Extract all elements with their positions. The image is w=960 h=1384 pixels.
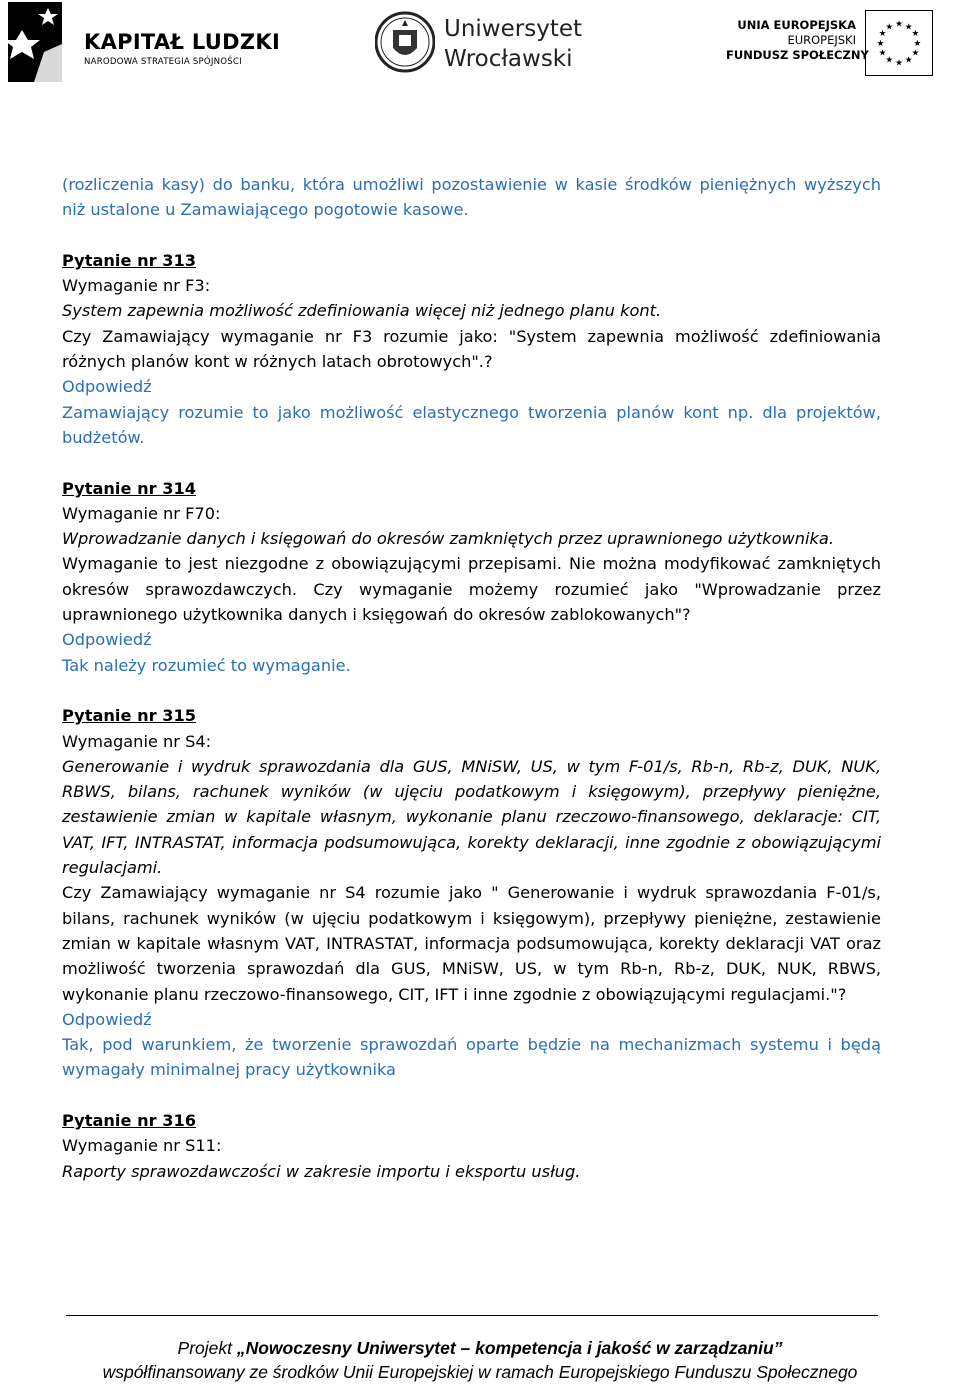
svg-text:★: ★ [904, 55, 913, 66]
svg-text:★: ★ [878, 48, 887, 59]
footer-project-title: „Nowoczesny Uniwersytet – kompetencja i jakość w zarządzaniu” [236, 1338, 783, 1358]
university-name-line1: Uniwersytet [444, 16, 582, 42]
footer-divider [66, 1315, 878, 1316]
eu-logo [728, 8, 956, 78]
document-body [62, 172, 881, 1184]
uniwersytet-wroclawski-logo [375, 8, 605, 78]
eu-logo-text [726, 18, 869, 63]
svg-text:★: ★ [885, 55, 894, 66]
eu-line1: UNIA EUROPEJSKA [737, 18, 856, 32]
question-315-answer: Tak, pod warunkiem, że tworzenie sprawozdań oparte będzie na mechanizmach systemu i będą wymagały minimalnej pracy użytkownika [62, 1035, 881, 1080]
question-314-heading: Pytanie nr 314 [62, 478, 196, 498]
footer-project-line [0, 1336, 960, 1360]
page-header [0, 0, 960, 90]
question-314-requirement-label: Wymaganie nr F70: [62, 503, 221, 523]
question-315-requirement-label: Wymaganie nr S4: [62, 731, 212, 751]
question-313-requirement-label: Wymaganie nr F3: [62, 276, 211, 296]
eu-line2: EUROPEJSKI [787, 33, 856, 47]
question-314-text: Wymaganie to jest niezgodne z obowiązującymi przepisami. Nie można modyfikować zamkniętych okresów sprawozdawczych. Czy wymaganie możemy rozumieć jako "Wprowadzanie przez uprawnionego użytkownika danych i księgowań do okresów zablokowanych"? [62, 554, 881, 625]
question-313-answer: Zamawiający rozumie to jako możliwość elastycznego tworzenia planów kont np. dla projektów, budżetów. [62, 402, 881, 447]
question-314-answer-label: Odpowiedź [62, 630, 152, 650]
question-313-heading: Pytanie nr 313 [62, 250, 196, 270]
svg-text:★: ★ [895, 58, 903, 69]
svg-text:★: ★ [878, 29, 887, 40]
svg-text:★: ★ [876, 38, 885, 49]
question-314-requirement-text: Wprowadzanie danych i księgowań do okresów zamkniętych przez uprawnionego użytkownika. [62, 529, 834, 549]
svg-text:★: ★ [911, 29, 920, 40]
kapital-ludzki-logo [4, 2, 284, 82]
question-316-heading: Pytanie nr 316 [62, 1110, 196, 1130]
question-313-text: Czy Zamawiający wymaganie nr F3 rozumie jako: "System zapewnia możliwość zdefiniowania różnych planów kont w różnych latach obrotowych".? [62, 326, 881, 372]
svg-text:★: ★ [895, 19, 903, 30]
eu-line3: FUNDUSZ SPOŁECZNY [726, 48, 869, 62]
kapital-ludzki-subtitle: NARODOWA STRATEGIA SPÓJNOŚCI [84, 57, 242, 67]
university-crest-icon [375, 8, 435, 76]
kapital-ludzki-title: KAPITAŁ LUDZKI [84, 30, 281, 54]
page-footer [0, 1336, 960, 1384]
footer-project-prefix: Projekt [177, 1338, 237, 1358]
question-315-text: Czy Zamawiający wymaganie nr S4 rozumie jako " Generowanie i wydruk sprawozdania F-01/s, bilans, rachunek wyników (w ujęciu podatkowym i księgowym), przepływy pieniężne, zestawienie zmian w kapitale własnym VAT, INTRASTAT, informacja podsumowująca, korekty deklaracji VAT oraz możliwość tworzenia sprawozdań dla GUS, MNiSW, US, w tym Rb-n, Rb-z, DUK, NUK, RBWS, wykonanie planu rzeczowo-finansowego, CIT, IFT i inne zgodnie z obowiązującymi regulacjami."? [62, 883, 881, 1004]
svg-text:★: ★ [913, 38, 922, 49]
question-315-requirement-text: Generowanie i wydruk sprawozdania dla GUS, MNiSW, US, w tym F-01/s, Rb-n, Rb-z, DUK, NUK, RBWS, bilans, rachunek wyników (w ujęciu podatkowym i księgowym), przepływy pieniężne, zestawienie zmian w kapitale własnym, wykonanie planu rzeczowo-finansowego, deklaracje: CIT, VAT, IFT, INTRASTAT, informacja podsumowująca, korekty deklaracji, inne zgodnie z obowiązującymi regulacjami. [62, 756, 881, 878]
university-name-line2: Wrocławski [444, 46, 573, 72]
question-315-heading: Pytanie nr 315 [62, 706, 196, 726]
question-315-answer-label: Odpowiedź [62, 1009, 152, 1029]
question-316-requirement-label: Wymaganie nr S11: [62, 1136, 222, 1156]
svg-text:★: ★ [885, 22, 894, 33]
svg-text:★: ★ [904, 22, 913, 33]
kapital-ludzki-star-icon [4, 2, 66, 82]
eu-flag-stars-icon [865, 10, 933, 76]
footer-funding-line: współfinansowany ze środków Unii Europejskiej w ramach Europejskiego Funduszu Społecznego [102, 1362, 858, 1382]
intro-paragraph: (rozliczenia kasy) do banku, która umożliwi pozostawienie w kasie środków pieniężnych wyższych niż ustalone u Zamawiającego pogotowie kasowe. [62, 175, 881, 220]
question-314-answer: Tak należy rozumieć to wymaganie. [62, 655, 351, 675]
question-313-requirement-text: System zapewnia możliwość zdefiniowania więcej niż jednego planu kont. [62, 301, 662, 321]
svg-text:★: ★ [911, 48, 920, 59]
question-316-requirement-text: Raporty sprawozdawczości w zakresie importu i eksportu usług. [62, 1161, 581, 1181]
question-313-answer-label: Odpowiedź [62, 377, 152, 397]
